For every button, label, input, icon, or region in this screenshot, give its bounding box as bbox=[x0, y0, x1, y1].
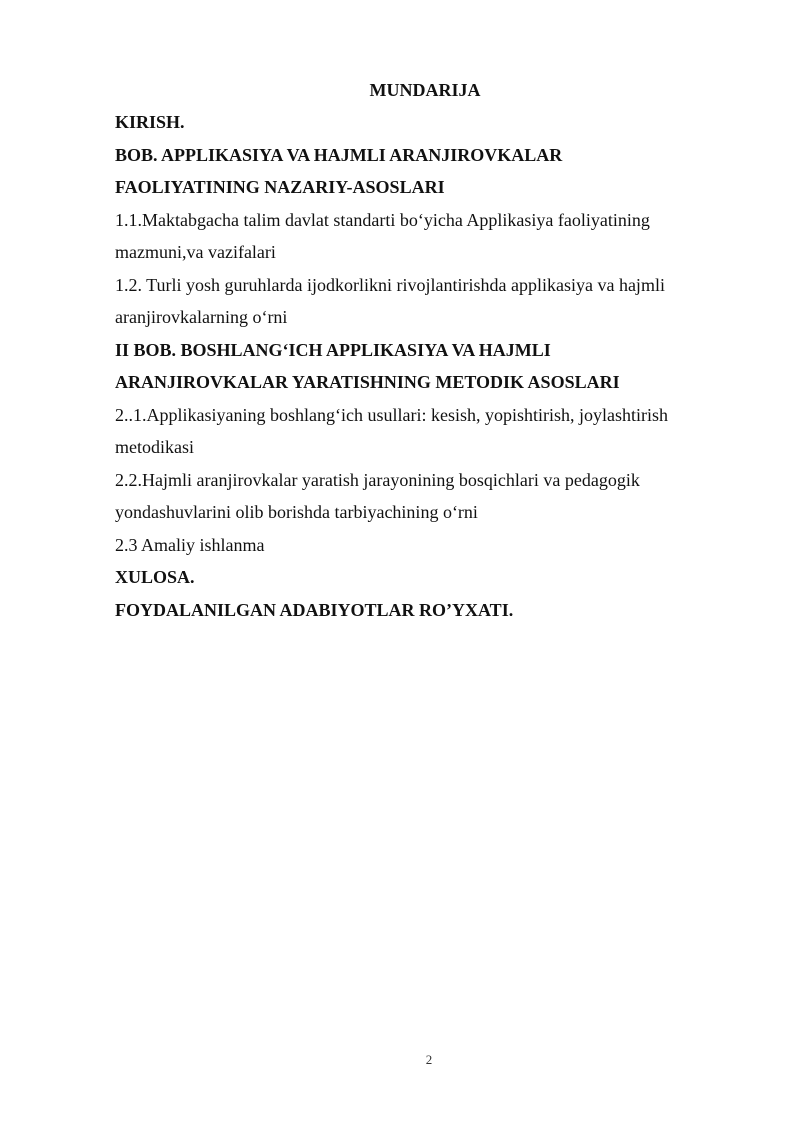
toc-entry-section-2-2-cont: yondashuvlarini olib borishda tarbiyachining o‘rni bbox=[115, 502, 478, 522]
toc-entry-section-2-1: 2..1.Applikasiyaning boshlang‘ich usullari: kesish, yopishtirish, joylashtirish bbox=[115, 404, 668, 425]
toc-entry-chapter-1-heading: BOB. APPLIKASIYA VA HAJMLI ARANJIROVKALAR bbox=[115, 144, 563, 165]
toc-entry-introduction: KIRISH. bbox=[115, 112, 185, 132]
toc-entry-section-1-2-cont: aranjirovkalarning o‘rni bbox=[115, 307, 288, 327]
toc-entry-conclusion: XULOSA. bbox=[115, 567, 195, 587]
toc-entry-section-1-1-cont: mazmuni,va vazifalari bbox=[115, 242, 276, 262]
toc-entry-section-2-1-cont: metodikasi bbox=[115, 437, 194, 457]
table-of-contents bbox=[115, 74, 705, 626]
toc-title: MUNDARIJA bbox=[369, 80, 481, 100]
toc-entry-bibliography: FOYDALANILGAN ADABIYOTLAR RO’YXATI. bbox=[115, 599, 514, 620]
toc-entries bbox=[115, 106, 705, 626]
toc-entry-chapter-1-heading-cont: FAOLIYATINING NAZARIY-ASOSLARI bbox=[115, 177, 445, 197]
toc-entry-section-2-2: 2.2.Hajmli aranjirovkalar yaratish jarayonining bosqichlari va pedagogik bbox=[115, 469, 640, 490]
toc-entry-chapter-2-heading: II BOB. BOSHLANG‘ICH APPLIKASIYA VA HAJMLI bbox=[115, 339, 551, 360]
toc-entry-section-2-3: 2.3 Amaliy ishlanma bbox=[115, 534, 265, 555]
page-number: 2 bbox=[425, 1052, 433, 1067]
toc-entry-section-1-2: 1.2. Turli yosh guruhlarda ijodkorlikni rivojlantirishda applikasiya va hajmli bbox=[115, 274, 665, 295]
toc-entry-chapter-2-heading-cont: ARANJIROVKALAR YARATISHNING METODIK ASOSLARI bbox=[115, 372, 620, 392]
toc-entry-section-1-1: 1.1.Maktabgacha talim davlat standarti bo‘yicha Applikasiya faoliyatining bbox=[115, 209, 650, 230]
